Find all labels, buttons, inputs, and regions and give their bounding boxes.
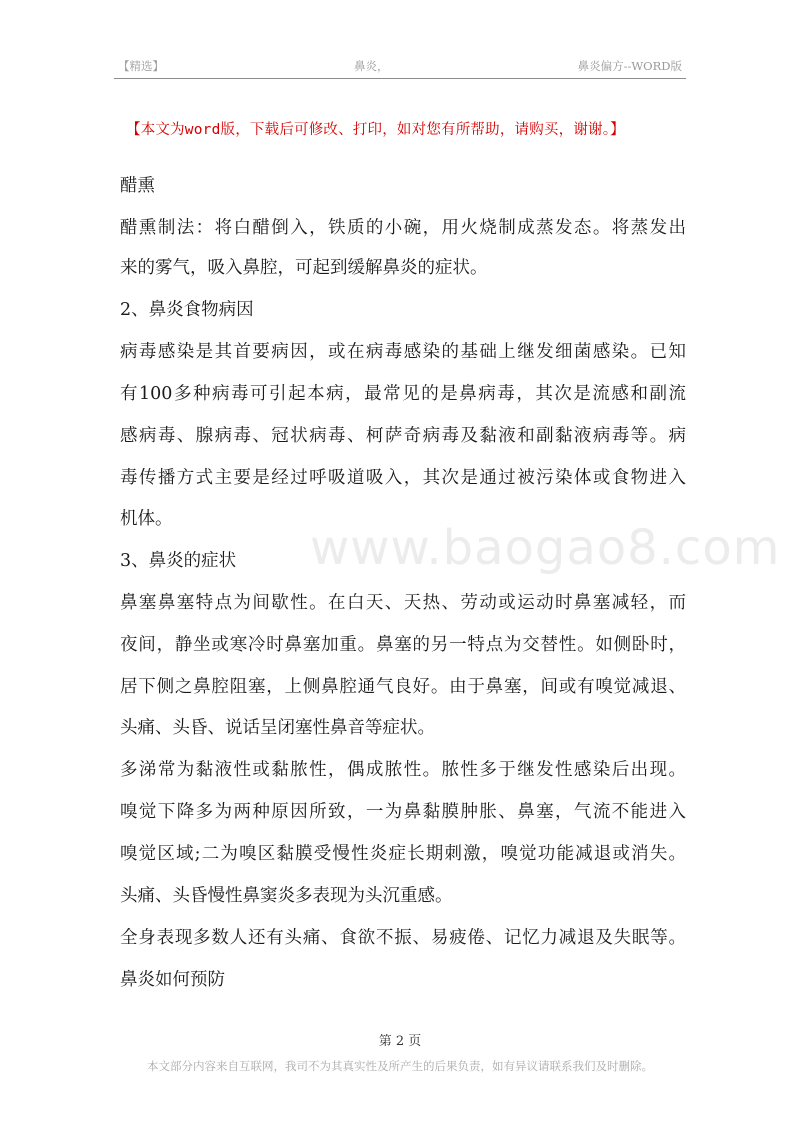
paragraph-line: 多涕常为黏液性或黏脓性，偶成脓性。脓性多于继发性感染后出现。: [120, 760, 686, 780]
purchase-notice: 【本文为word版，下载后可修改、打印，如对您有所帮助，请购买，谢谢。】: [126, 122, 625, 138]
site-watermark: www.baogao8.com: [310, 520, 781, 576]
page-header: [114, 56, 686, 79]
paragraph-line: 全身表现多数人还有头痛、食欲不振、易疲倦、记忆力减退及失眠等。: [120, 928, 686, 948]
section-heading-prevention: 鼻炎如何预防: [120, 970, 225, 990]
paragraph-line: 机体。: [120, 509, 173, 529]
paragraph-line: 醋熏制法：将白醋倒入，铁质的小碗，用火烧制成蒸发态。将蒸发出: [120, 218, 686, 238]
paragraph-line: 有100多种病毒可引起本病，最常见的是鼻病毒，其次是流感和副流: [120, 384, 686, 404]
paragraph-line: 感病毒、腺病毒、冠状病毒、柯萨奇病毒及黏液和副黏液病毒等。病: [120, 426, 686, 446]
paragraph-line: 病毒感染是其首要病因，或在病毒感染的基础上继发细菌感染。已知: [120, 342, 686, 362]
header-center-title: 鼻炎，: [354, 59, 389, 73]
paragraph-line: 嗅觉区域;二为嗅区黏膜受慢性炎症长期刺激，嗅觉功能减退或消失。: [120, 844, 686, 864]
section-heading-food-cause: 2、鼻炎食物病因: [120, 300, 254, 320]
paragraph-line: 夜间，静坐或寒冷时鼻塞加重。鼻塞的另一特点为交替性。如侧卧时，: [120, 635, 686, 655]
paragraph-line: 来的雾气，吸入鼻腔，可起到缓解鼻炎的症状。: [120, 258, 488, 278]
paragraph-line: 鼻塞鼻塞特点为间歇性。在白天、天热、劳动或运动时鼻塞减轻，而: [120, 593, 686, 613]
paragraph-line: 头痛、头昏慢性鼻窦炎多表现为头沉重感。: [120, 886, 453, 906]
paragraph-line: 居下侧之鼻腔阻塞，上侧鼻腔通气良好。由于鼻塞，间或有嗅觉减退、: [120, 677, 686, 697]
footer-disclaimer: 本文部分内容来自互联网，我司不为其真实性及所产生的后果负责，如有异议请联系我们及时删除。: [147, 1059, 653, 1073]
page-number: 第 2 页: [378, 1034, 422, 1049]
paragraph-line: 嗅觉下降多为两种原因所致，一为鼻黏膜肿胀、鼻塞，气流不能进入: [120, 802, 686, 822]
section-heading-vinegar: 醋熏: [120, 176, 155, 196]
paragraph-line: 毒传播方式主要是经过呼吸道吸入，其次是通过被污染体或食物进入: [120, 468, 686, 488]
paragraph-line: 头痛、头昏、说话呈闭塞性鼻音等症状。: [120, 718, 435, 738]
section-heading-symptoms: 3、鼻炎的症状: [120, 551, 237, 571]
header-right-title: 鼻炎偏方--WORD版: [577, 59, 682, 73]
header-left-label: 【精选】: [118, 59, 164, 73]
